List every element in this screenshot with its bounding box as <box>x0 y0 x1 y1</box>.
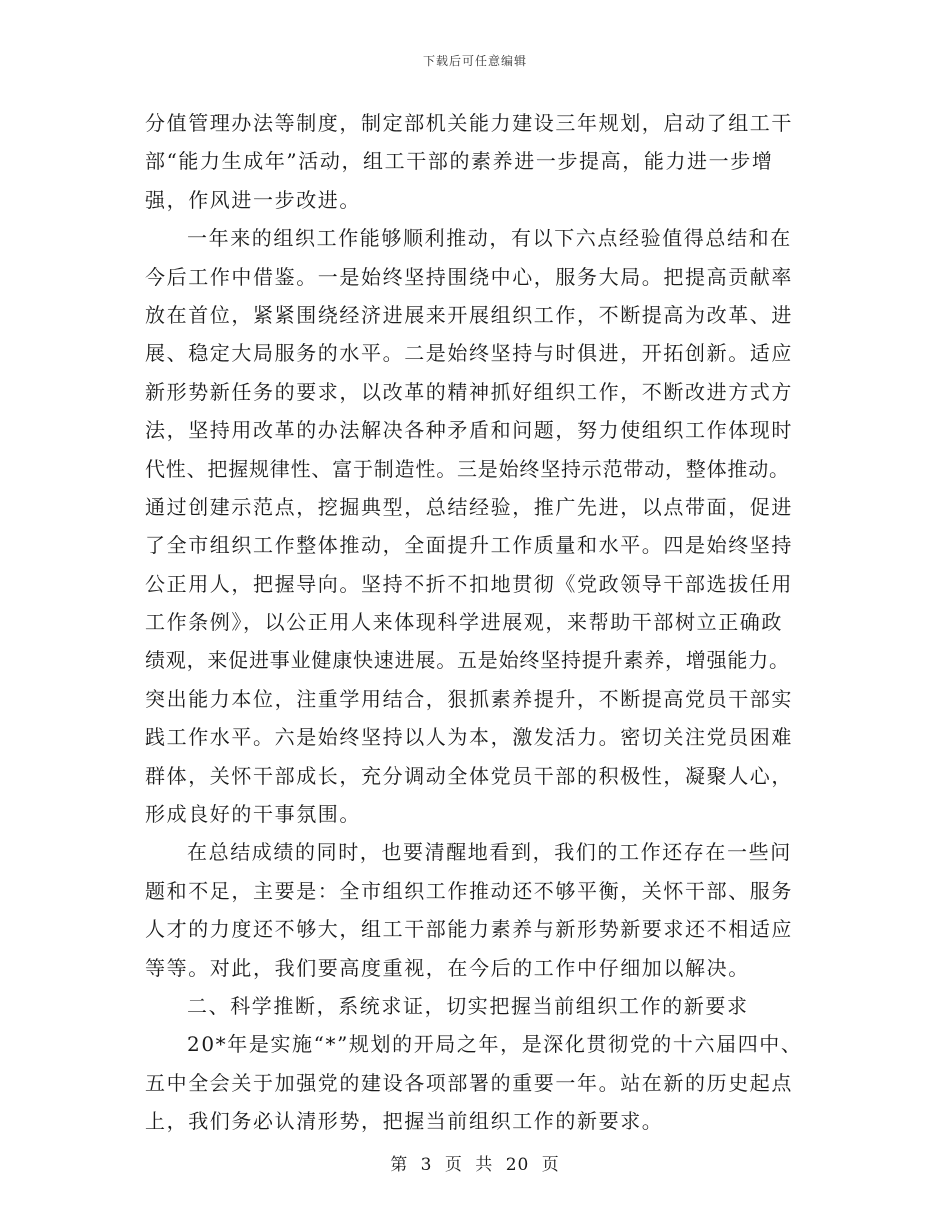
text-line: 公正用人，把握导向。坚持不折不扣地贯彻《党政领导干部选拔任用 <box>145 571 793 596</box>
text-line: 工作条例》，以公正用人来体现科学进展观，来帮助干部树立正确政 <box>145 610 783 635</box>
text-line: 法，坚持用改革的办法解决各种矛盾和问题，努力使组织工作体现时 <box>145 418 793 443</box>
text-line: 形成良好的干事氛围。 <box>145 802 361 827</box>
header-note: 下载后可任意编辑 <box>422 54 527 68</box>
footer-prefix: 第 <box>390 1155 409 1175</box>
text-line: 新形势新任务的要求，以改革的精神抓好组织工作，不断改进方式方 <box>145 379 793 404</box>
text-line: 强，作风进一步改进。 <box>145 187 361 212</box>
text-line: 在总结成绩的同时，也要清醒地看到，我们的工作还存在一些问 <box>187 840 792 865</box>
footer-total-pages: 20 <box>505 1155 530 1175</box>
text-line: 突出能力本位，注重学用结合，狠抓素养提升，不断提高党员干部实 <box>145 686 793 711</box>
footer-page-word: 页 <box>444 1155 463 1175</box>
text-line: 一年来的组织工作能够顺利推动，有以下六点经验值得总结和在 <box>187 226 792 251</box>
text-line: 践工作水平。六是始终坚持以人为本，激发活力。密切关注党员困难 <box>145 725 793 750</box>
text-line: 部“能力生成年”活动，组工干部的素养进一步提高，能力进一步增 <box>145 149 774 174</box>
footer-total-word: 共 <box>475 1155 494 1175</box>
footer-suffix: 页 <box>541 1155 560 1175</box>
text-line: 群体，关怀干部成长，充分调动全体党员干部的积极性，凝聚人心， <box>145 763 793 788</box>
text-line: 展、稳定大局服务的水平。二是始终坚持与时俱进，开拓创新。适应 <box>145 341 793 366</box>
page-footer <box>0 1150 950 1175</box>
text-line: 人才的力度还不够大，组工干部能力素养与新形势新要求还不相适应 <box>145 917 793 942</box>
text-line: 题和不足，主要是：全市组织工作推动还不够平衡，关怀干部、服务 <box>145 878 793 903</box>
text-line: 放在首位，紧紧围绕经济进展来开展组织工作，不断提高为改革、进 <box>145 302 793 327</box>
text-line: 五中全会关于加强党的建设各项部署的重要一年。站在新的历史起点 <box>145 1070 793 1095</box>
text-line: 上，我们务必认清形势，把握当前组织工作的新要求。 <box>145 1109 664 1134</box>
text-line: 今后工作中借鉴。一是始终坚持围绕中心，服务大局。把提高贡献率 <box>145 264 793 289</box>
page-header <box>0 52 950 69</box>
text-line: 等等。对此，我们要高度重视，在今后的工作中仔细加以解决。 <box>145 955 750 980</box>
section-heading: 二、科学推断，系统求证，切实把握当前组织工作的新要求 <box>187 993 749 1018</box>
text-line: 分值管理办法等制度，制定部机关能力建设三年规划，启动了组工干 <box>145 111 793 135</box>
text-line: 绩观，来促进事业健康快速进展。五是始终坚持提升素养，增强能力。 <box>145 648 790 673</box>
footer-current-page: 3 <box>420 1155 433 1175</box>
text-line: 20*年是实施“*”规划的开局之年，是深化贯彻党的十六届四中、 <box>187 1032 803 1057</box>
document-body <box>145 104 815 1141</box>
text-line: 代性、把握规律性、富于制造性。三是始终坚持示范带动，整体推动。 <box>145 456 790 481</box>
text-line: 了全市组织工作整体推动，全面提升工作质量和水平。四是始终坚持 <box>145 533 793 558</box>
text-line: 通过创建示范点，挖掘典型，总结经验，推广先进，以点带面，促进 <box>145 494 793 519</box>
